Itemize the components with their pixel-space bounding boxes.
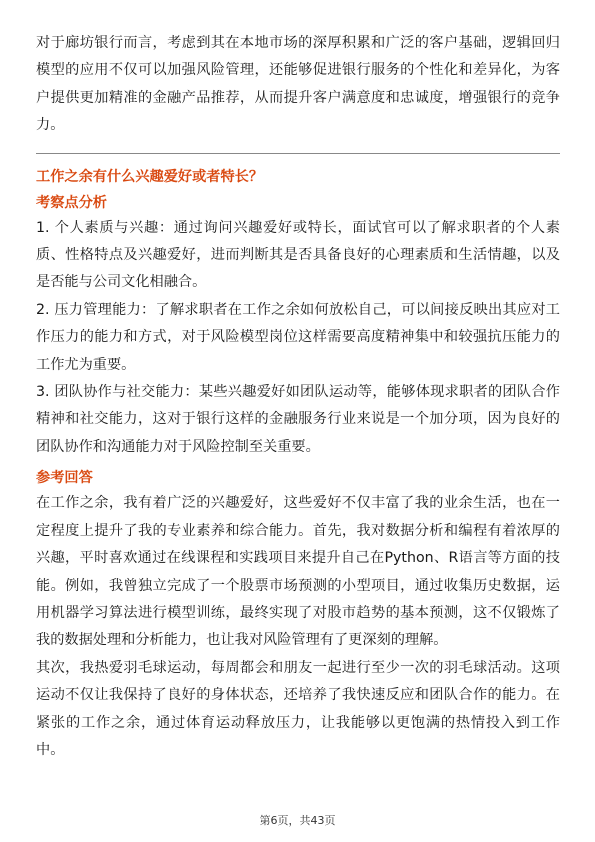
answer-paragraph-1: 在工作之余，我有着广泛的兴趣爱好，这些爱好不仅丰富了我的业余生活，也在一定程度上提升了我的专业素养和综合能力。首先，我对数据分析和编程有着浓厚的兴趣，平时喜欢通过在线课程和实践项目来提升自己在Python、R语言等方面的技能。例如，我曾独立完成了一个股票市场预测的小型项目，通过收集历史数据，运用机器学习算法进行模型训练，最终实现了对股市趋势的基本预测，这不仅锻炼了我的数据处理和分析能力，也让我对风险管理有了更深刻的理解。 (36, 495, 560, 649)
intro-paragraph: 对于廊坊银行而言，考虑到其在本地市场的深厚积累和广泛的客户基础，逻辑回归模型的应用不仅可以加强风险管理，还能够促进银行服务的个性化和差异化，为客户提供更加精准的金融产品推荐，从而提升客户满意度和忠诚度，增强银行的竞争力。 (36, 35, 560, 134)
analysis-point-2: 2. 压力管理能力：了解求职者在工作之余如何放松自己，可以间接反映出其应对工作压力的能力和方式，对于风险模型岗位这样需要高度精神集中和较强抗压能力的工作尤为重要。 (36, 301, 560, 373)
page-content (36, 30, 560, 764)
answer-heading: 参考回答 (36, 470, 93, 487)
analysis-point-3: 3. 团队协作与社交能力：某些兴趣爱好如团队运动等，能够体现求职者的团队合作精神和社交能力，这对于银行这样的金融服务行业来说是一个加分项，因为良好的团队协作和沟通能力对于风险控制至关重要。 (36, 384, 560, 455)
answer-paragraph-2: 其次，我热爱羽毛球运动，每周都会和朋友一起进行至少一次的羽毛球活动。这项运动不仅让我保持了良好的身体状态，还培养了我快速反应和团队合作的能力。在紧张的工作之余，通过体育运动释放压力，让我能够以更饱满的热情投入到工作中。 (36, 659, 560, 758)
question-heading: 工作之余有什么兴趣爱好或者特长？ (36, 168, 264, 185)
section-divider (36, 153, 560, 154)
analysis-point-1: 1. 个人素质与兴趣：通过询问兴趣爱好或特长，面试官可以了解求职者的个人素质、性格特点及兴趣爱好，进而判断其是否具备良好的心理素质和生活情趣，以及是否能与公司文化相融合。 (36, 219, 560, 291)
analysis-heading: 考察点分析 (36, 194, 107, 211)
page-number-footer: 第6页，共43页 (259, 814, 336, 827)
